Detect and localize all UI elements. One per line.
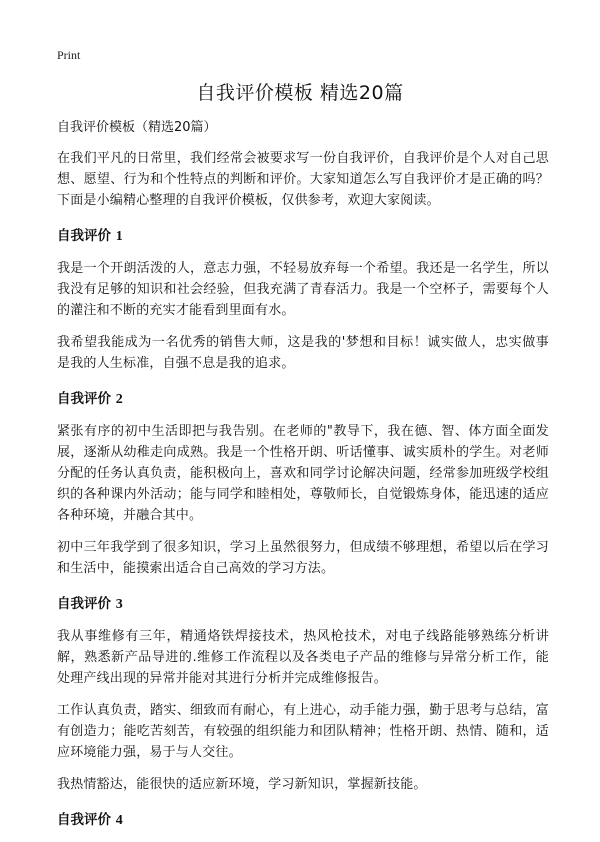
section-3-paragraph-1: 我从事维修有三年，精通烙铁焊接技术，热风枪技术，对电子线路能够熟练分析讲解，熟悉新产品导进的.维修工作流程以及各类电子产品的维修与异常分析工作，能处理产线出现的异常并能对其进行分析并完成维修报告。: [57, 629, 549, 686]
document-title: 自我评价模板 精选20篇: [196, 82, 404, 104]
section-heading-4: [57, 811, 549, 830]
section-number: 1: [115, 229, 123, 244]
section-heading-text: 自我评价: [57, 812, 111, 828]
section-heading-3: [57, 595, 549, 614]
section-heading-text: 自我评价: [57, 228, 111, 244]
section-1-paragraph-1: 我是一个开朗活泼的人，意志力强，不轻易放弃每一个希望。我还是一名学生，所以我没有足够的知识和社会经验，但我充满了青春活力。我是一个空杯子，需要每个人的灌注和不断的充实才能看到里面有水。: [57, 261, 549, 318]
document-body: [57, 118, 549, 842]
section-2-paragraph-1: 紧张有序的初中生活即把与我告别。在老师的"教导下，我在德、智、体方面全面发展，逐渐从幼稚走向成熟。我是一个性格开朗、听话懂事、诚实质朴的学生。对老师分配的任务认真负责，能积极向上，喜欢和同学讨论解决问题，经常参加班级学校组织的各种课内外活动；能与同学和睦相处，尊敬师长，自觉锻炼身体，能迅速的适应各种环境，并融合其中。: [57, 424, 549, 523]
section-heading-2: [57, 390, 549, 409]
section-3-paragraph-3: 我热情豁达，能很快的适应新环境，学习新知识，掌握新技能。: [57, 777, 427, 792]
section-1-paragraph-2: 我希望我能成为一名优秀的销售大师，这是我的'梦想和目标！诚实做人，忠实做事是我的人生标准，自强不息是我的追求。: [57, 335, 549, 371]
section-2-paragraph-2: 初中三年我学到了很多知识，学习上虽然很努力，但成绩不够理想，希望以后在学习和生活中，能摸索出适合自己高效的学习方法。: [57, 540, 549, 576]
section-number: 4: [115, 813, 123, 828]
intro-paragraph: 在我们平凡的日常里，我们经常会被要求写一份自我评价，自我评价是个人对自己思想、愿望、行为和个性特点的判断和评价。大家知道怎么写自我评价才是正确的吗？下面是小编精心整理的自我评价模板，仅供参考，欢迎大家阅读。: [57, 151, 549, 208]
print-label: Print: [57, 48, 81, 62]
section-number: 3: [115, 597, 123, 612]
section-heading-text: 自我评价: [57, 391, 111, 407]
document-subtitle: 自我评价模板（精选20篇）: [57, 120, 217, 135]
section-heading-text: 自我评价: [57, 596, 111, 612]
section-heading-1: [57, 227, 549, 246]
section-3-paragraph-2: 工作认真负责，踏实、细致而有耐心，有上进心，动手能力强，勤于思考与总结，富有创造力；能吃苦刻苦，有较强的组织能力和团队精神；性格开朗、热情、随和，适应环境能力强，易于与人交往。: [57, 703, 549, 760]
section-number: 2: [115, 392, 123, 407]
